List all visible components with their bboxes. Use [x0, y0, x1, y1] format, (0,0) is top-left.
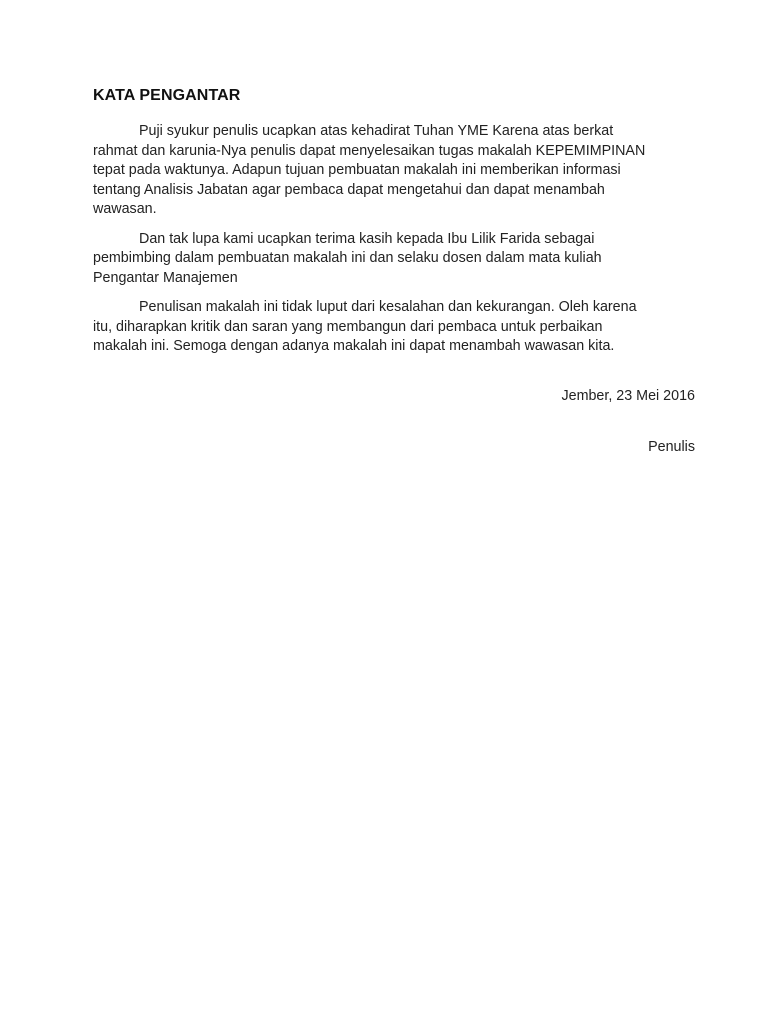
text-line: Dan tak lupa kami ucapkan terima kasih kepada Ibu Lilik Farida sebagai	[139, 230, 595, 247]
place-date: Jember, 23 Mei 2016	[561, 388, 695, 404]
paragraph-3	[93, 298, 703, 357]
text-line: Penulisan makalah ini tidak luput dari kesalahan dan kekurangan. Oleh karena	[139, 299, 637, 315]
document-body	[93, 122, 703, 367]
text-line: Pengantar Manajemen	[93, 269, 238, 286]
text-line: makalah ini. Semoga dengan adanya makalah ini dapat menambah wawasan kita.	[93, 338, 615, 354]
page-title: KATA PENGANTAR	[93, 87, 241, 104]
text-line: tentang Analisis Jabatan agar pembaca dapat mengetahui dan dapat menambah	[93, 181, 605, 198]
paragraph-2	[93, 230, 703, 289]
text-line: itu, diharapkan kritik dan saran yang membangun dari pembaca untuk perbaikan	[93, 318, 603, 335]
paragraph-1	[93, 122, 703, 220]
text-line: pembimbing dalam pembuatan makalah ini dan selaku dosen dalam mata kuliah	[93, 250, 602, 266]
text-line: Puji syukur penulis ucapkan atas kehadirat Tuhan YME Karena atas berkat	[139, 123, 614, 139]
text-line: tepat pada waktunya. Adapun tujuan pembuatan makalah ini memberikan informasi	[93, 162, 621, 178]
text-line: wawasan.	[93, 201, 157, 217]
text-line: rahmat dan karunia-Nya penulis dapat menyelesaikan tugas makalah KEPEMIMPINAN	[93, 142, 646, 159]
author-signature: Penulis	[648, 439, 695, 455]
